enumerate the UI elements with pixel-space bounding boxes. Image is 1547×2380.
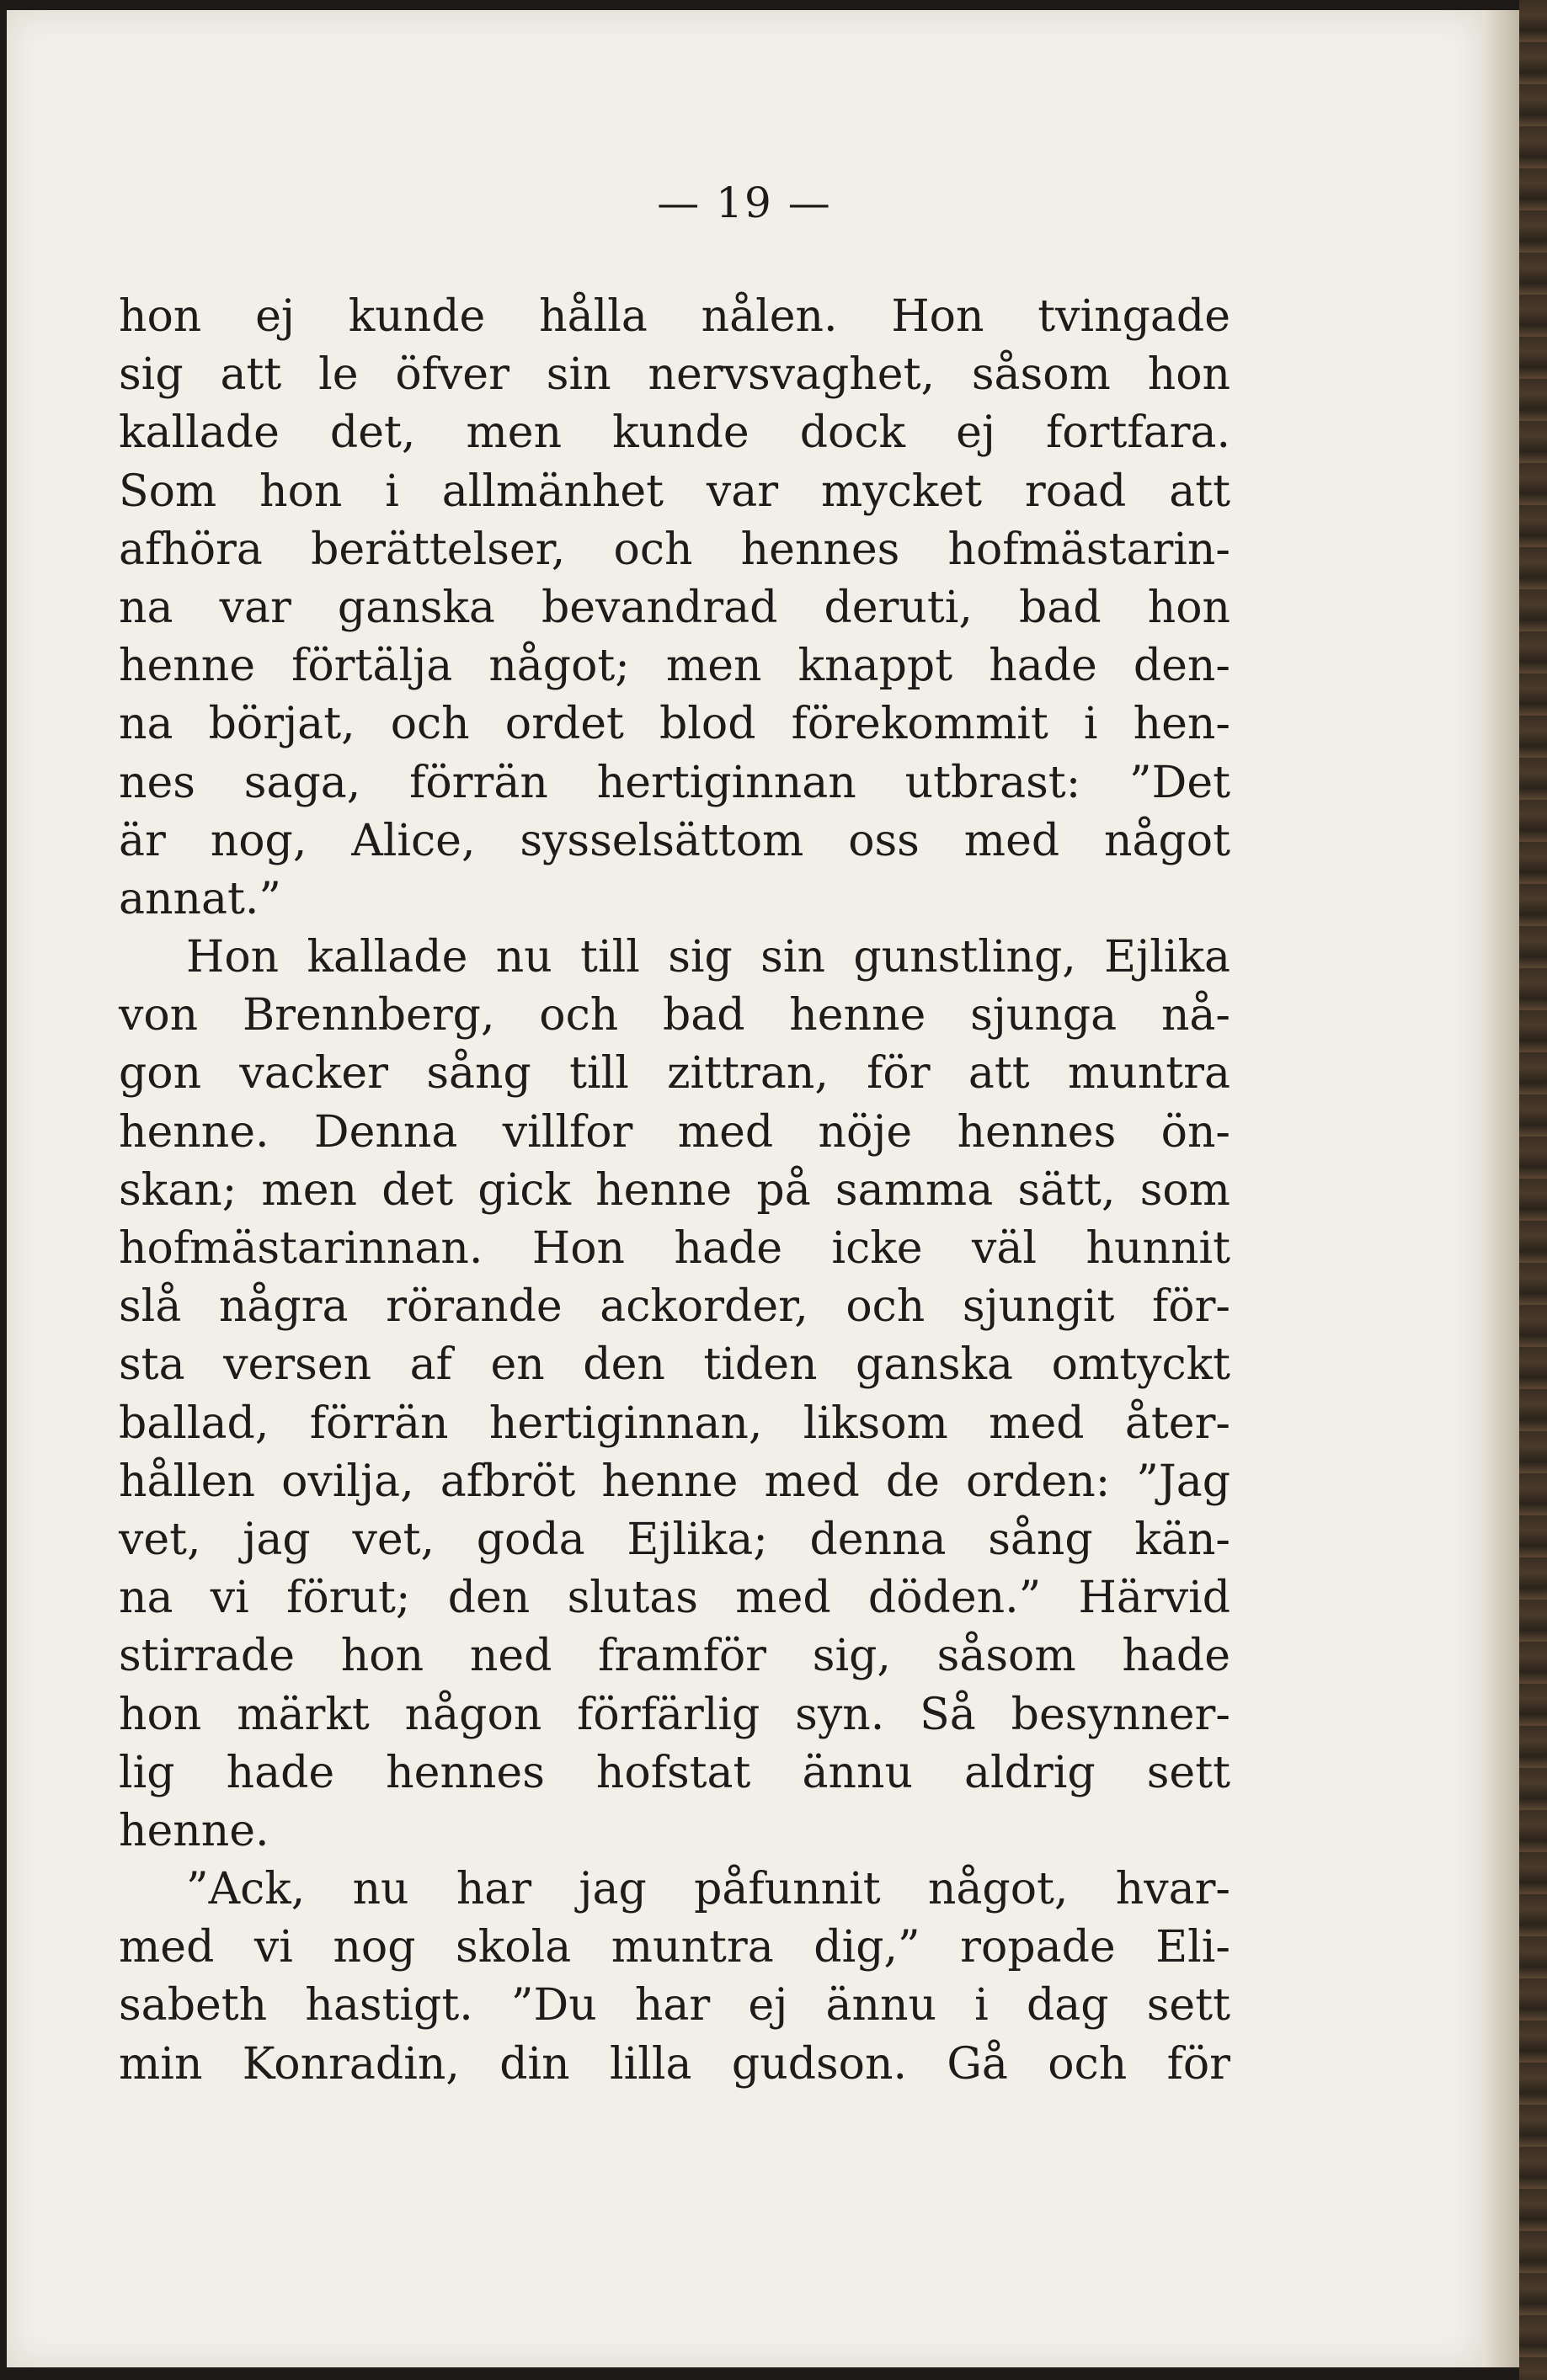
page-number: — 19 —	[657, 178, 832, 227]
text-line: Hon kallade nu till sig sin gunstling, Ejlika	[186, 932, 1230, 983]
text-line: henne. Denna villfor med nöje hennes ön-	[119, 1106, 1230, 1158]
text-line: Som hon i allmänhet var mycket road att	[119, 466, 1230, 517]
text-line: hofmästarinnan. Hon hade icke väl hunnit	[119, 1223, 1230, 1274]
text-line: sabeth hastigt. ”Du har ej ännu i dag sett	[119, 1980, 1230, 2031]
text-line: kallade det, men kunde dock ej fortfara.	[119, 407, 1230, 459]
text-line: na vi förut; den slutas med döden.” Härvid	[119, 1573, 1230, 1624]
text-line: hon märkt någon förfärlig syn. Så besynner-	[119, 1689, 1230, 1740]
text-line: annat.”	[119, 873, 281, 924]
text-line: skan; men det gick henne på samma sätt, som	[119, 1164, 1230, 1216]
text-line: vet, jag vet, goda Ejlika; denna sång kän-	[119, 1514, 1230, 1565]
book-page	[7, 10, 1482, 2367]
text-line: sta versen af en den tiden ganska omtyckt	[119, 1339, 1230, 1391]
text-line: gon vacker sång till zittran, för att muntra	[119, 1048, 1230, 1099]
text-line: na börjat, och ordet blod förekommit i hen-	[119, 699, 1230, 750]
text-line: lig hade hennes hofstat ännu aldrig sett	[119, 1747, 1230, 1798]
text-line: henne.	[119, 1805, 269, 1856]
text-line: afhöra berättelser, och hennes hofmästarin-	[119, 524, 1230, 575]
text-line: är nog, Alice, sysselsättom oss med något	[119, 815, 1230, 866]
text-line: ”Ack, nu har jag påfunnit något, hvar-	[186, 1864, 1230, 1915]
book-cover-edge	[1519, 0, 1547, 2380]
text-line: med vi nog skola muntra dig,” ropade Eli-	[119, 1922, 1230, 1973]
text-line: nes saga, förrän hertiginnan utbrast: ”Det	[119, 757, 1230, 808]
text-line: stirrade hon ned framför sig, såsom hade	[119, 1631, 1230, 1682]
text-line: von Brennberg, och bad henne sjunga nå-	[119, 990, 1230, 1041]
text-line: slå några rörande ackorder, och sjungit för-	[119, 1281, 1230, 1333]
text-line: hon ej kunde hålla nålen. Hon tvingade	[119, 291, 1230, 342]
text-line: min Konradin, din lilla gudson. Gå och för	[119, 2038, 1230, 2090]
text-line: henne förtälja något; men knappt hade den-	[119, 641, 1230, 692]
body-text	[119, 288, 1230, 2094]
text-line: sig att le öfver sin nervsvaghet, såsom hon	[119, 349, 1230, 401]
text-line: na var ganska bevandrad deruti, bad hon	[119, 582, 1230, 633]
text-line: hållen ovilja, afbröt henne med de orden: ”Jag	[119, 1456, 1230, 1507]
text-line: ballad, förrän hertiginnan, liksom med åter-	[119, 1398, 1230, 1449]
